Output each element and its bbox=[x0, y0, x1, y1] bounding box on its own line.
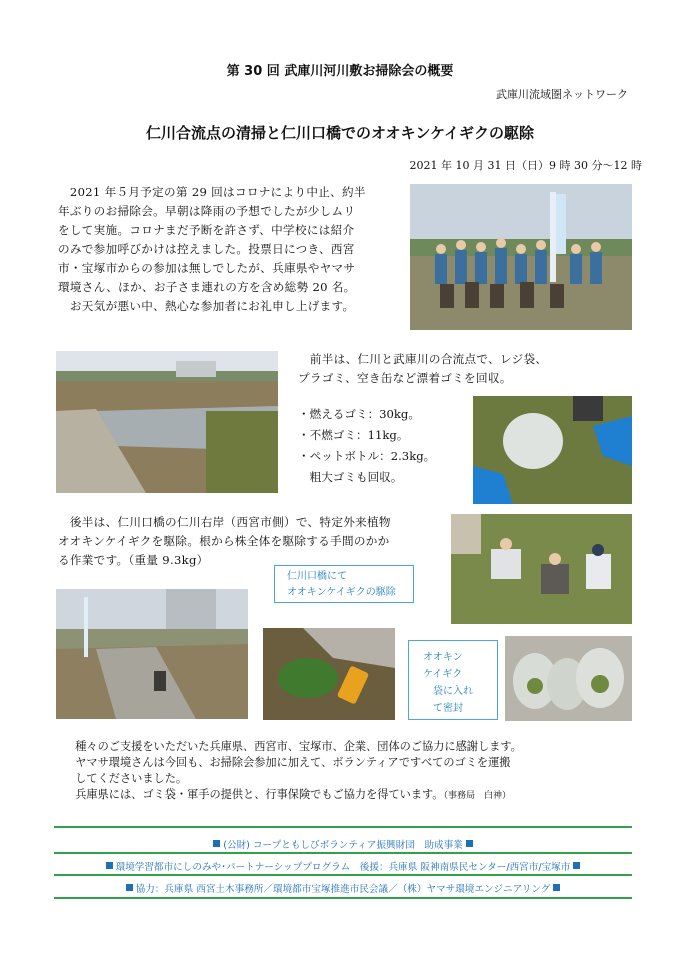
weeding-photo bbox=[451, 514, 632, 624]
footer-line-2 bbox=[54, 859, 632, 873]
square-bullet-icon bbox=[573, 862, 580, 869]
garbage-bags-photo bbox=[473, 396, 632, 504]
closing-line-1: 種々のご支援をいただいた兵庫県、西宮市、宝塚市、企業、団体のご協力に感謝します。 bbox=[64, 740, 522, 753]
square-bullet-icon bbox=[466, 840, 473, 847]
footer-rule-2 bbox=[54, 874, 632, 876]
footer-rule-1 bbox=[54, 852, 632, 854]
closing-line-2: ヤマサ環境さんは今回も、お掃除会参加に加えて、ボランティアですべてのゴミを運搬 してくださいました。 bbox=[75, 756, 511, 785]
first-half-paragraph: 前半は、仁川と武庫川の合流点で、レジ袋、 プラゴミ、空き缶など漂着ゴミを回収。 bbox=[298, 352, 548, 385]
signature: （事務局 白神） bbox=[443, 791, 511, 801]
bridge-caption: 仁川口橋にて オオキンケイギクの駆除 bbox=[274, 565, 414, 603]
event-date: 2021 年 10 月 31 日（日）9 時 30 分〜12 時 bbox=[409, 159, 642, 172]
bridge-area-photo bbox=[56, 589, 248, 719]
footer-line-3 bbox=[54, 881, 632, 895]
closing-line-3-text: 兵庫県には、ゴミ袋・軍手の提供と、行事保険でもご協力を得ています。 bbox=[64, 788, 444, 801]
organization-name: 武庫川流域圏ネットワーク bbox=[496, 88, 628, 101]
plant-closeup-photo bbox=[263, 628, 395, 720]
footer-rule-bottom bbox=[54, 897, 632, 899]
footer-line-1-text: (公財) コープともしびボランティア振興財団 助成事業 bbox=[223, 840, 463, 851]
page-subtitle: 仁川合流点の清掃と仁川口橋でのオオキンケイギクの駆除 bbox=[145, 124, 535, 142]
bagged-caption: オオキン ケイギク 袋に入れ て密封 bbox=[408, 640, 498, 720]
footer-rule-top bbox=[54, 826, 632, 828]
square-bullet-icon bbox=[126, 884, 133, 891]
footer-line-1 bbox=[54, 837, 632, 851]
square-bullet-icon bbox=[213, 840, 220, 847]
page-title: 第 30 回 武庫川河川敷お掃除会の概要 bbox=[226, 64, 454, 79]
square-bullet-icon bbox=[553, 884, 560, 891]
river-confluence-photo bbox=[56, 351, 278, 493]
bagged-plants-photo bbox=[505, 636, 632, 721]
intro-paragraph: 2021 年５月予定の第 29 回はコロナにより中止、約半 年ぶりのお掃除会。早朝は降雨の予想でしたが少しムリ をして実施。コロナまだ予断を許さず、中学校には紹介 のみで参加呼びかけは控えました。投票日につき、西宮 市・宝塚市からの参加は無しでしたが、兵庫県やヤマサ 環境さん、ほか、お子さま連れの方を含め総勢 20 名。 お天気が悪い中、熱心な参加者にお礼申し上げます。 bbox=[58, 185, 366, 313]
square-bullet-icon bbox=[106, 862, 113, 869]
closing-line-3 bbox=[64, 787, 624, 804]
closing-paragraph bbox=[64, 739, 624, 804]
footer-line-3-text: 協力：兵庫県 西宮土木事務所／環境都市宝塚推進市民会議／（株）ヤマサ環境エンジニアリング bbox=[135, 884, 551, 895]
garbage-amounts-list: ・燃えるゴミ：30kg。 ・不燃ゴミ：11kg。 ・ペットボトル：2.3kg。 粗大ゴミも回収。 bbox=[298, 407, 436, 484]
group-photo bbox=[410, 184, 632, 330]
footer-line-2-text: 環境学習都市にしのみや･パートナーシッププログラム 後援：兵庫県 阪神南県民センター/西宮市/宝塚市 bbox=[115, 862, 571, 873]
second-half-paragraph: 後半は、仁川口橋の仁川右岸（西宮市側）で、特定外来植物 オオキンケイギクを駆除。根から株全体を駆除する手間のかか る作業です。（重量 9.3kg） bbox=[58, 515, 391, 567]
